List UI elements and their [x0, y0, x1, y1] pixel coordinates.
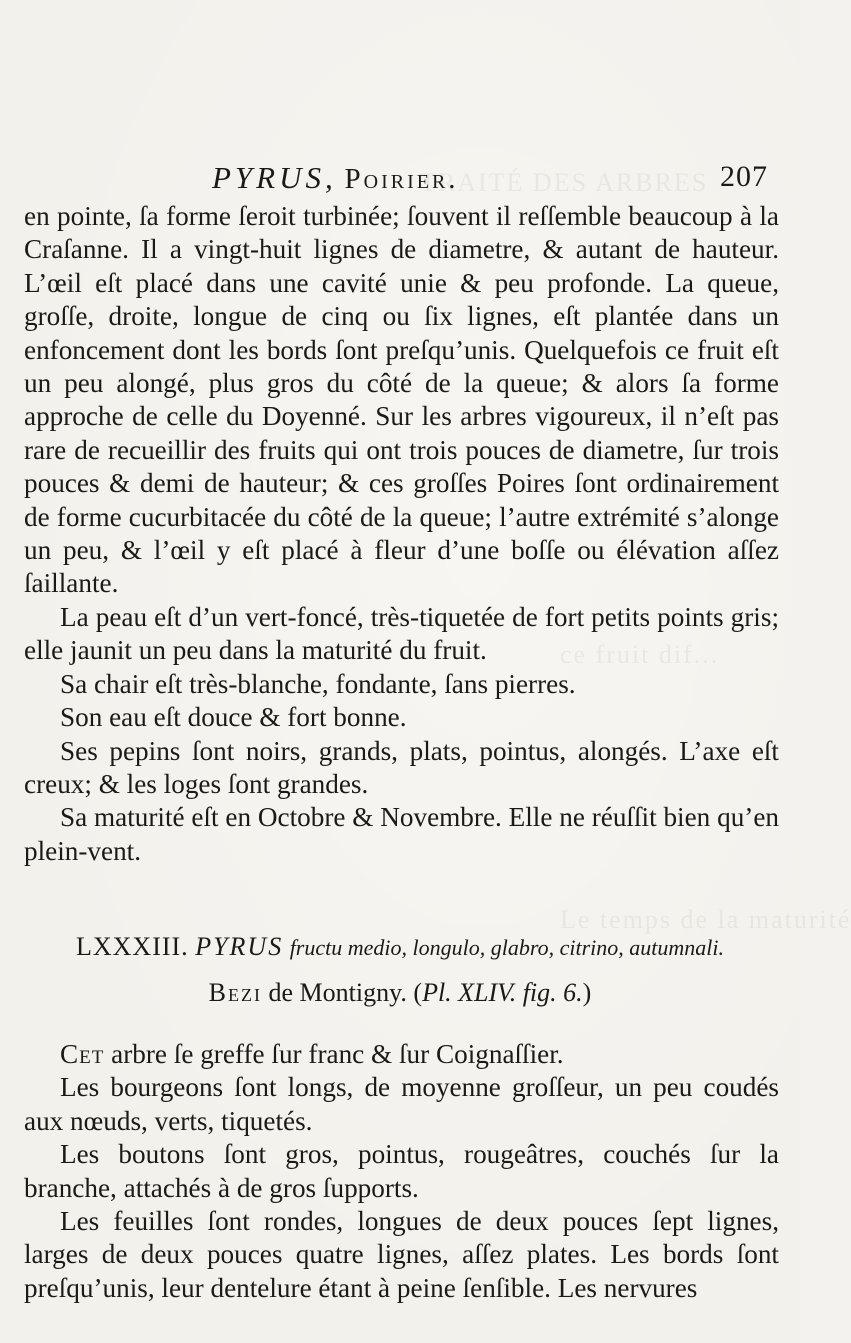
paragraph: en pointe, ſa forme ſeroit turbinée; ſouvent il reſſemble beaucoup à la Craſanne. Il a vingt-huit lignes de diametre, & autant de hauteur. L’œil eſt placé dans une cavité unie & peu profonde. La queue, groſſe, droite, longue de cinq ou ſix lignes, eſt plantée dans un enfoncement dont les bords ſont preſqu’unis. Quelquefois ce fruit eſt un peu alongé, plus gros du côté de la queue; & alors ſa forme approche de celle du Doyenné. Sur les arbres vigoureux, il n’eſt pas rare de recueillir des fruits qui ont trois pouces de diametre, ſur trois pouces & demi de hauteur; & ces groſſes Poires ſont ordinairement de forme cucurbitacée du côté de la queue; l’autre extrémité s’alonge un peu, & l’œil y eſt placé à fleur d’une boſſe ou élévation aſſez ſaillante.: [24, 201, 779, 599]
paragraph: Les boutons ſont gros, pointus, rougeâtres, couchés ſur la branche, attachés à de gros ſupports.: [24, 1139, 779, 1203]
paragraph: Les feuilles ſont rondes, longues de deux pouces ſept lignes, larges de deux pouces quatre lignes, aſſez plates. Les bords ſont preſqu’unis, leur dentelure étant à peine ſenſible. Les nervures: [24, 1206, 779, 1303]
paragraph: La peau eſt d’un vert-foncé, très-tiquetée de fort petits points gris; elle jaunit un peu dans la maturité du fruit.: [24, 601, 779, 666]
paragraph: [24, 1038, 779, 1071]
entry-description-block: [24, 1038, 779, 1305]
running-title: [212, 160, 459, 196]
page-number: 207: [720, 160, 768, 193]
paragraph-text: arbre ſe greffe ſur franc & ſur Coignaſſier.: [104, 1039, 564, 1069]
page-header: [0, 160, 800, 200]
entry-latin-description: fructu medio, longulo, glabro, citrino, autumnali.: [289, 935, 724, 960]
bleed-through-text: TRAITÉ DES ARBRES: [420, 168, 709, 197]
closing-parenthesis: ): [582, 978, 592, 1007]
lead-word: Cet: [60, 1039, 105, 1069]
plate-reference: Pl. XLIV. fig. 6.: [422, 978, 583, 1007]
paragraph: Sa chair eſt très-blanche, fondante, ſans pierres.: [60, 668, 576, 699]
bleed-through-text: ce fruit dif...: [560, 640, 720, 669]
running-title-genus: PYRUS,: [212, 160, 337, 195]
paragraph: Sa maturité eſt en Octobre & Novembre. Elle ne réuſſit bien qu’en plein-vent.: [24, 802, 779, 866]
paragraph: Les bourgeons ſont longs, de moyenne groſſeur, un peu coudés aux nœuds, verts, tiquetés.: [24, 1072, 779, 1136]
paragraph: Ses pepins ſont noirs, grands, plats, pointus, alongés. L’axe eſt creux; & les loges ſont grandes.: [24, 735, 779, 799]
entry-number: LXXXIII.: [76, 932, 189, 961]
entry-genus: PYRUS: [195, 932, 284, 961]
running-title-common-name: Poirier.: [344, 163, 459, 195]
bleed-through-text: Le temps de la maturité: [560, 905, 851, 934]
paragraph: Son eau eſt douce & fort bonne.: [60, 702, 407, 733]
entry-heading: [0, 930, 800, 965]
entry-common-name: [0, 976, 800, 1010]
variety-name-lead: Bezi: [208, 978, 262, 1007]
variety-name-rest: de Montigny. (: [268, 978, 423, 1007]
description-block: [24, 200, 779, 868]
